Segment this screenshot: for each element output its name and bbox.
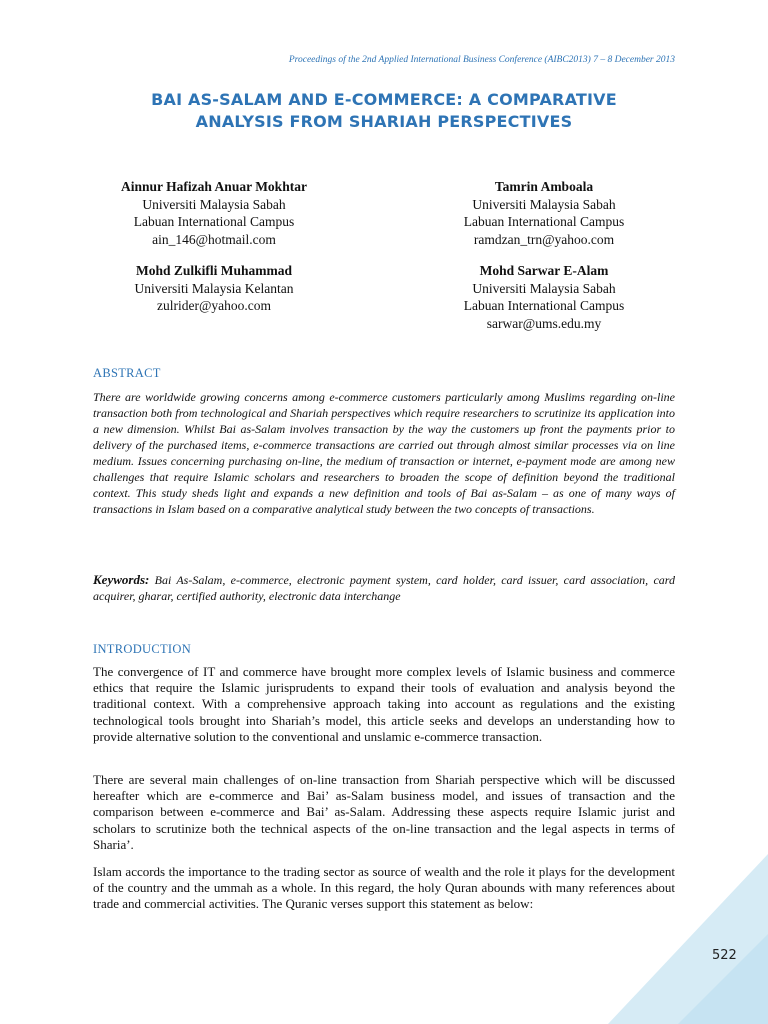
author-affiliation: Universiti Malaysia Sabah <box>472 196 616 212</box>
author-affiliation: Universiti Malaysia Sabah <box>142 196 286 212</box>
introduction-heading: INTRODUCTION <box>93 642 192 656</box>
abstract-heading: ABSTRACT <box>93 366 161 380</box>
abstract-body: There are worldwide growing concerns among e-commerce customers particularly among Muslims regarding on-line transaction both from technological and Shariah perspectives which require researchers to scrutinize its application into a new dimension. Whilst Bai as-Salam involves transaction by the way the customers up front the payments prior to delivery of the purchased items, e-commerce transactions are carried out through almost similar processes via on line medium. Issues concerning purchasing on-line, the medium of transaction or internet, e-payment mode are among new challenges that require Islamic scholars and researchers to broaden the scope of definition beyond the traditional context. This study sheds light and expands a new definition and tools of Bai as-Salam – as one of many ways of transactions in Islam based on a comparative analytical study between the two concepts of transactions. <box>93 390 675 516</box>
author-email: ain_146@hotmail.com <box>152 231 276 247</box>
author-name: Mohd Sarwar E-Alam <box>479 263 609 278</box>
paper-title <box>0 89 768 133</box>
title-line-1: BAI AS-SALAM AND E-COMMERCE: A COMPARATIVE <box>151 90 617 109</box>
keywords-block <box>93 572 675 604</box>
author-affiliation: Universiti Malaysia Sabah <box>472 280 616 296</box>
decorative-corner-graphic <box>588 824 768 1024</box>
author-name: Ainnur Hafizah Anuar Mokhtar <box>121 179 307 194</box>
conference-header: Proceedings of the 2nd Applied International Business Conference (AIBC2013) 7 – 8 December 2013 <box>288 55 675 65</box>
intro-paragraph-2: There are several main challenges of on-line transaction from Shariah perspective which will be discussed hereafter which are e-commerce and Bai’ as-Salam business model, and issues of transaction and the comparison between e-commerce and Bai’ as-Salam. Addressing these aspects require Islamic jurist and scholars to scrutinize both the technical aspects of the on-line transaction and the legal aspects in terms of Sharia’. <box>93 772 675 852</box>
author-email: sarwar@ums.edu.my <box>486 315 602 331</box>
author-name: Mohd Zulkifli Muhammad <box>135 263 293 278</box>
author-campus: Labuan International Campus <box>133 214 295 229</box>
author-campus: Labuan International Campus <box>463 298 625 313</box>
keywords-text: Bai As-Salam, e-commerce, electronic payment system, card holder, card issuer, card association, card acquirer, gharar, certified authority, electronic data interchange <box>93 573 675 603</box>
author-email: zulrider@yahoo.com <box>156 298 272 313</box>
author-affiliation: Universiti Malaysia Kelantan <box>134 280 294 296</box>
author-block-1 <box>64 178 364 248</box>
keywords-label: Keywords: <box>93 572 150 587</box>
author-block-4 <box>394 262 694 332</box>
intro-paragraph-3: Islam accords the importance to the trading sector as source of wealth and the role it plays for the development of the country and the ummah as a whole. In this regard, the holy Quran abounds with many references about trade and commercial activities. The Quranic verses support this statement as below: <box>93 864 675 912</box>
author-campus: Labuan International Campus <box>463 214 625 229</box>
author-name: Tamrin Amboala <box>494 179 594 194</box>
author-email: ramdzan_trn@yahoo.com <box>473 231 615 247</box>
intro-paragraph-1: The convergence of IT and commerce have brought more complex levels of Islamic business and commerce ethics that require the Islamic jurisprudents to expand their tools of evaluation and analysis beyond the traditional context. With a comprehensive approach taking into account as regulations and the existing technological tools brought into Shariah’s model, this article seeks and develops an understanding how to provide alternative solution to the conventional and unslamic e-commerce transaction. <box>93 664 675 744</box>
author-block-3 <box>64 262 364 315</box>
title-line-2: ANALYSIS FROM SHARIAH PERSPECTIVES <box>195 112 573 131</box>
page-number: 522 <box>712 948 737 963</box>
author-block-2 <box>394 178 694 248</box>
